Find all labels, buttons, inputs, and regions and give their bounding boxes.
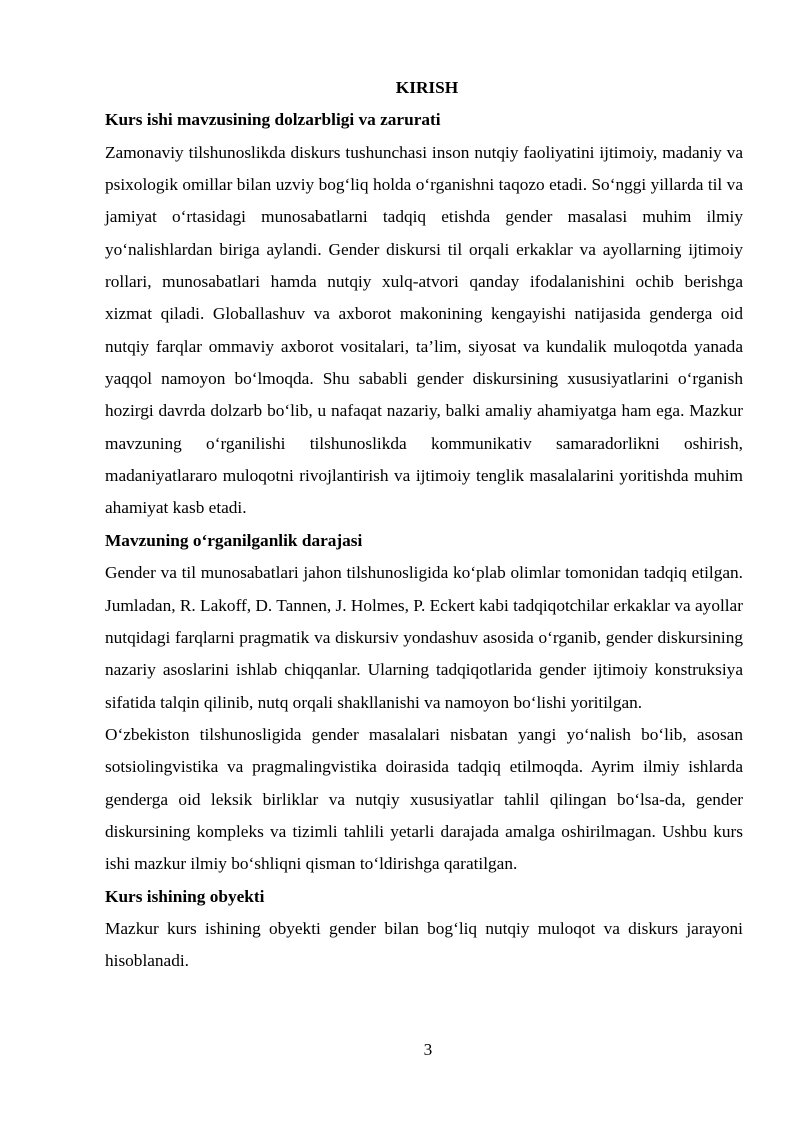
section-heading-study-level: Mavzuning o‘rganilganlik darajasi: [105, 530, 363, 550]
paragraph-study-level-world: Gender va til munosabatlari jahon tilshunosligida ko‘plab olimlar tomonidan tadqiq etilgan. Jumladan, R. Lakoff, D. Tannen, J. Holmes, P. Eckert kabi tadqiqotchilar erkaklar va ayollar nutqidagi farqlarni pragmatik va diskursiv yondashuv asosida o‘rganib, gender diskursining nazariy asoslarini ishlab chiqqanlar. Ularning tadqiqotlarida gender ijtimoiy konstruksiya sifatida talqin qilinib, nutq orqali shakllanishi va namoyon bo‘lishi yoritilgan.: [105, 563, 743, 712]
page-number: 3: [423, 1040, 433, 1059]
paragraph-relevance: Zamonaviy tilshunoslikda diskurs tushunchasi inson nutqiy faoliyatini ijtimoiy, madaniy va psixologik omillar bilan uzviy bog‘liq holda o‘rganishni taqozo etadi. So‘nggi yillarda til va jamiyat o‘rtasidagi munosabatlarni tadqiq etishda gender masalasi muhim ilmiy yo‘nalishlardan biriga aylandi. Gender diskursi til orqali erkaklar va ayollarning ijtimoiy rollari, munosabatlari hamda nutqiy xulq-atvori qanday ifodalanishini ochib berishga xizmat qiladi. Globallashuv va axborot makonining kengayishi natijasida genderga oid nutqiy farqlar ommaviy axborot vositalari, ta’lim, siyosat va kundalik muloqotda yanada yaqqol namoyon bo‘lmoqda. Shu sababli gender diskursining xususiyatlarini o‘rganish hozirgi davrda dolzarb bo‘lib, u nafaqat nazariy, balki amaliy ahamiyatga ham ega. Mazkur mavzuning o‘rganilishi tilshunoslikda kommunikativ samaradorlikni oshirish, madaniyatlararo muloqotni rivojlantirish va ijtimoiy tenglik masalalarini yoritishda muhim ahamiyat kasb etadi.: [105, 142, 743, 518]
page-title: KIRISH: [395, 78, 459, 97]
paragraph-study-level-uzbekistan: O‘zbekiston tilshunosligida gender masalalari nisbatan yangi yo‘nalish bo‘lib, asosan sotsiolingvistika va pragmalingvistika doirasida tadqiq etilmoqda. Ayrim ilmiy ishlarda genderga oid leksik birliklar va nutqiy xususiyatlar tahlil qilingan bo‘lsa-da, gender diskursining kompleks va tizimli tahlili yetarli darajada amalga oshirilmagan. Ushbu kurs ishi mazkur ilmiy bo‘shliqni qisman to‘ldirishga qaratilgan.: [105, 724, 743, 874]
section-heading-object: Kurs ishining obyekti: [105, 886, 265, 906]
paragraph-object: Mazkur kurs ishining obyekti gender bilan bog‘liq nutqiy muloqot va diskurs jarayoni hisoblanadi.: [105, 918, 743, 971]
document-page: [105, 72, 743, 978]
section-heading-relevance: Kurs ishi mavzusining dolzarbligi va zarurati: [105, 110, 441, 130]
